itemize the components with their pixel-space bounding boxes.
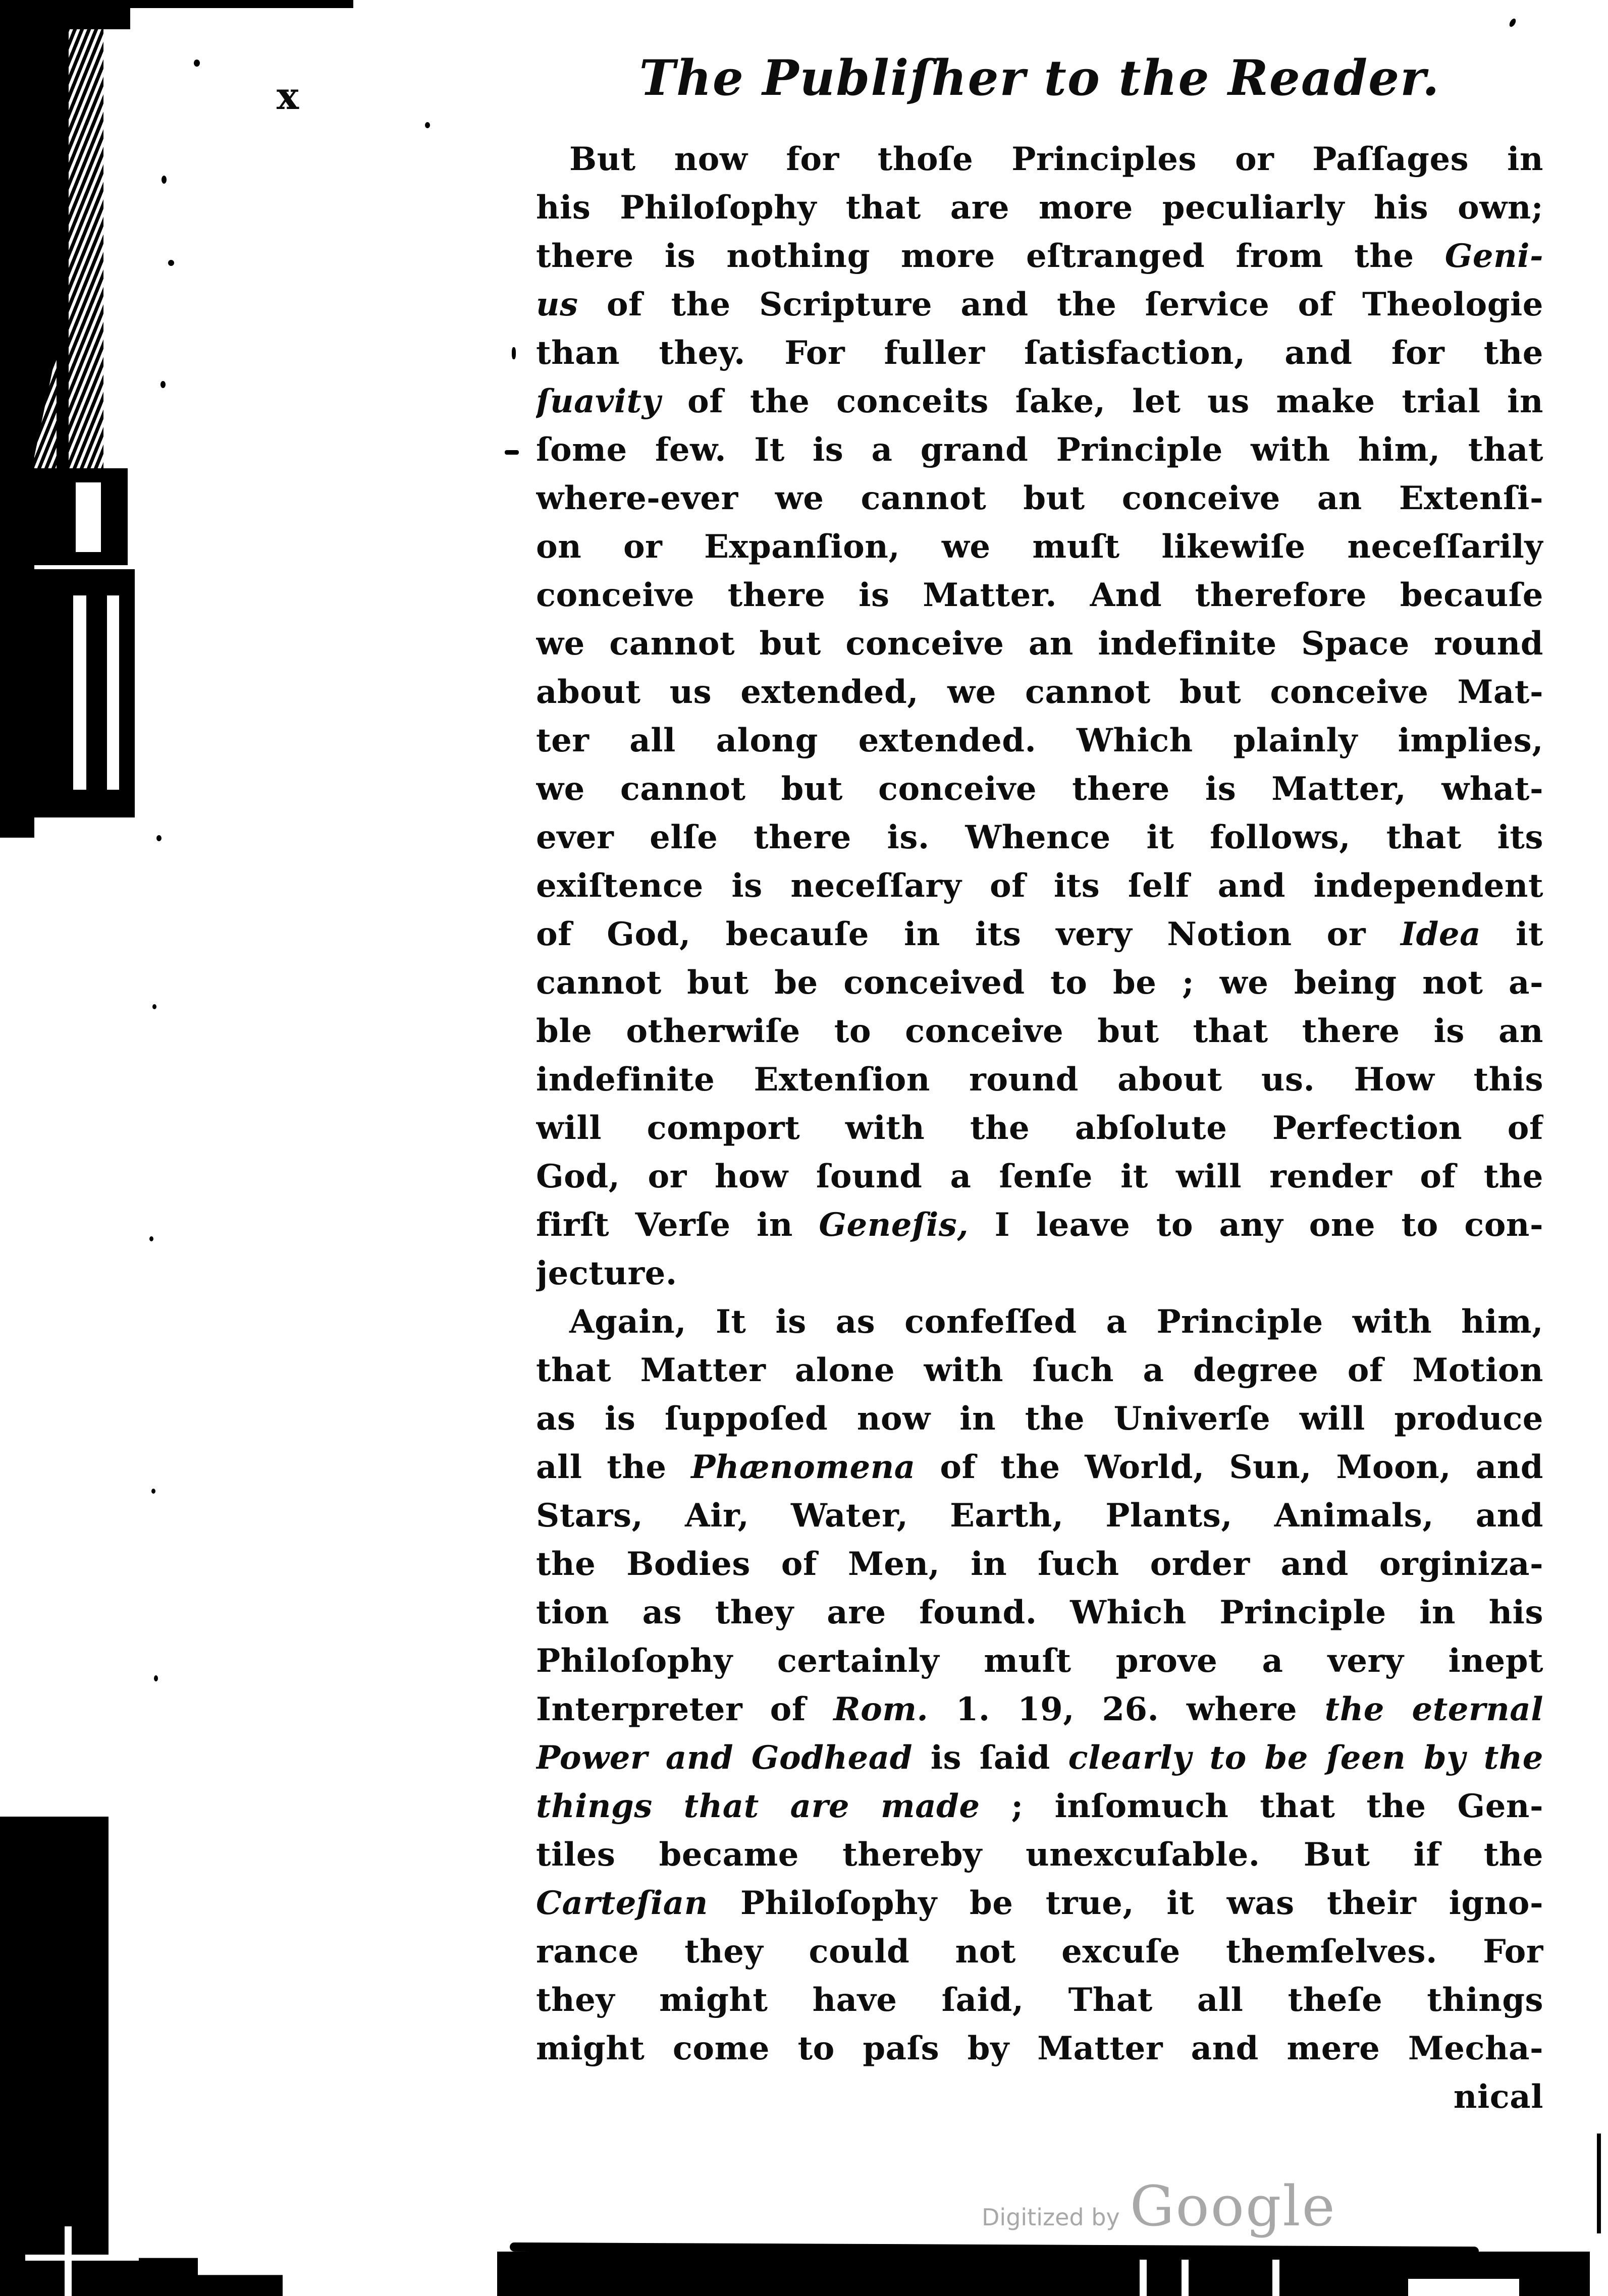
text-segment: Interpreter of <box>536 1690 834 1728</box>
italic-text-segment: ſuavity <box>536 382 661 420</box>
text-line <box>536 426 1543 474</box>
scan-artifact-speck9 <box>151 1489 155 1494</box>
text-line <box>536 1637 1543 1685</box>
text-line <box>536 1346 1543 1395</box>
scan-artifact-speck12 <box>1508 18 1517 28</box>
text-line <box>536 910 1543 959</box>
text-line <box>536 765 1543 813</box>
text-line <box>536 1249 1543 1298</box>
text-segment: ſome few. It is a grand Principle with him, that <box>536 431 1543 469</box>
text-line <box>536 668 1543 717</box>
text-segment: But now for thoſe Principles or Paſſages in <box>569 140 1543 178</box>
text-line <box>536 2073 1543 2121</box>
text-line <box>536 1056 1543 1104</box>
scan-artifact-speck3 <box>168 260 174 266</box>
italic-text-segment: Geni- <box>1444 237 1543 275</box>
text-segment: they might have ſaid, That all theſe things <box>536 1981 1543 2019</box>
text-line <box>536 1443 1543 1492</box>
scan-artifact-blob-cross-v <box>65 2226 72 2296</box>
text-line <box>536 717 1543 765</box>
text-segment: firſt Verſe in <box>536 1206 819 1244</box>
text-segment: than they. For fuller ſatisfaction, and for the <box>536 334 1543 372</box>
text-segment: rance they could not excuſe themſelves. For <box>536 1933 1543 1971</box>
scan-artifact-speck5 <box>512 347 516 359</box>
text-segment: of the World, Sun, Moon, and <box>915 1448 1543 1486</box>
text-segment: his Philoſophy that are more peculiarly his own; <box>536 189 1543 227</box>
text-segment: ; inſomuch that the Gen- <box>980 1787 1543 1825</box>
text-line <box>536 1685 1543 1734</box>
italic-text-segment: Phænomena <box>691 1448 916 1486</box>
text-segment: conceive there is Matter. And therefore becauſe <box>536 576 1543 614</box>
page-title: The Publiſher to the Reader. <box>639 49 1440 106</box>
text-line <box>536 1782 1543 1831</box>
text-segment: as is ſuppoſed now in the Univerſe will produce <box>536 1400 1543 1438</box>
text-line <box>536 1298 1543 1346</box>
text-segment: cannot but be conceived to be ; we being not a- <box>536 964 1543 1002</box>
page-number: x <box>277 75 299 118</box>
text-segment: of the Scripture and the ſervice of Theologie <box>578 286 1543 323</box>
text-line <box>536 1734 1543 1782</box>
text-line <box>536 377 1543 426</box>
italic-text-segment: things that are made <box>536 1787 980 1825</box>
text-line <box>536 1589 1543 1637</box>
text-segment: that Matter alone with ſuch a degree of Motion <box>536 1351 1543 1389</box>
text-line <box>536 1540 1543 1589</box>
body-text <box>536 135 1543 2121</box>
scan-artifact-band-notch <box>1408 2279 1519 2296</box>
text-segment: there is nothing more eſtranged from the <box>536 237 1445 275</box>
text-segment: Stars, Air, Water, Earth, Plants, Animals, and <box>536 1497 1543 1535</box>
text-line <box>536 474 1543 523</box>
text-line <box>536 1201 1543 1249</box>
italic-text-segment: Idea <box>1401 915 1481 953</box>
italic-text-segment: Carteſian <box>536 1884 708 1922</box>
text-line <box>536 1153 1543 1201</box>
text-line <box>536 571 1543 620</box>
text-segment: I leave to any one to con- <box>969 1206 1543 1244</box>
text-segment: tion as they are found. Which Principle in his <box>536 1594 1543 1631</box>
text-segment: nical <box>1453 2078 1543 2116</box>
scan-artifact-clasp-lower-slot2 <box>107 595 119 790</box>
text-segment: on or Expanſion, we muſt likewiſe neceſſarily <box>536 528 1543 566</box>
text-segment: tiles became thereby unexcuſable. But if the <box>536 1836 1543 1874</box>
scan-artifact-speck7 <box>152 1004 156 1009</box>
text-line <box>536 1395 1543 1443</box>
text-segment: we cannot but conceive an indefinite Space round <box>536 625 1543 663</box>
text-segment: of the conceits ſake, let us make trial in <box>661 382 1543 420</box>
text-segment: Again, It is as confeſſed a Principle with him, <box>569 1303 1543 1341</box>
text-line <box>536 1976 1543 2025</box>
text-segment: exiſtence is neceſſary of its ſelf and independent <box>536 867 1543 905</box>
italic-text-segment: us <box>536 286 578 323</box>
text-line <box>536 232 1543 281</box>
scan-artifact-band-slit2 <box>1182 2260 1189 2296</box>
text-segment: about us extended, we cannot but conceive Mat- <box>536 673 1543 711</box>
scan-artifact-speck10 <box>154 1675 158 1681</box>
text-line <box>536 2025 1543 2073</box>
italic-text-segment: clearly to be ſeen by the <box>1068 1739 1543 1777</box>
scan-artifact-left-lower-band <box>0 1817 109 2296</box>
text-line <box>536 281 1543 329</box>
text-segment: God, or how ſound a ſenſe it will render of the <box>536 1158 1543 1195</box>
text-segment: will comport with the abſolute Perfection of <box>536 1109 1543 1147</box>
scan-artifact-left-lower-blob <box>0 2230 283 2296</box>
scan-artifact-margin-dash <box>505 450 519 455</box>
text-line <box>536 1104 1543 1153</box>
text-line <box>536 1007 1543 1056</box>
scan-artifact-speck4 <box>160 381 166 388</box>
scan-artifact-right-line <box>1597 2134 1601 2233</box>
text-line <box>536 184 1543 232</box>
text-line <box>536 329 1543 377</box>
text-segment: of God, becauſe in its very Notion or <box>536 915 1401 953</box>
text-segment: all the <box>536 1448 691 1486</box>
scan-artifact-left-bar <box>57 0 69 532</box>
scan-artifact-band-slit1 <box>1140 2260 1147 2296</box>
text-segment: Philoſophy be true, it was their igno- <box>708 1884 1543 1922</box>
italic-text-segment: the eternal <box>1324 1690 1543 1728</box>
text-line <box>536 620 1543 668</box>
text-segment: ble otherwiſe to conceive but that there is an <box>536 1012 1543 1050</box>
scan-artifact-speck2 <box>162 176 167 184</box>
text-segment: where-ever we cannot but conceive an Extenſi- <box>536 479 1543 517</box>
scan-artifact-blob-cross-h <box>25 2255 139 2261</box>
scan-artifact-speck11 <box>425 122 430 128</box>
text-line <box>536 1492 1543 1540</box>
text-segment: is ſaid <box>912 1739 1068 1777</box>
text-segment: ever elſe there is. Whence it follows, that its <box>536 818 1543 856</box>
text-segment: the Bodies of Men, in ſuch order and orginiza- <box>536 1545 1543 1583</box>
google-logo: Google <box>1130 2174 1336 2238</box>
text-line <box>536 1831 1543 1879</box>
text-line <box>536 862 1543 910</box>
scan-artifact-clasp-lower-slot1 <box>73 595 86 790</box>
scan-artifact-speck6 <box>156 835 162 841</box>
text-line <box>536 135 1543 184</box>
text-segment: Philoſophy certainly muſt prove a very inept <box>536 1642 1543 1680</box>
text-line <box>536 1879 1543 1928</box>
text-line <box>536 1928 1543 1976</box>
text-segment: might come to paſs by Matter and mere Mecha- <box>536 2030 1543 2067</box>
scan-artifact-speck1 <box>194 60 200 67</box>
text-segment: jecture. <box>536 1254 677 1292</box>
text-line <box>536 813 1543 862</box>
google-watermark <box>982 2174 1336 2238</box>
italic-text-segment: Rom. <box>833 1690 929 1728</box>
italic-text-segment: Geneſis, <box>819 1206 969 1244</box>
text-segment: 1. 19, 26. where <box>928 1690 1325 1728</box>
scan-artifact-clasp-upper-slot <box>76 482 101 552</box>
scan-artifact-speck8 <box>149 1236 153 1241</box>
text-segment: we cannot but conceive there is Matter, what- <box>536 770 1543 808</box>
text-segment: it <box>1481 915 1543 953</box>
watermark-prefix-label: Digitized by <box>982 2204 1120 2231</box>
text-segment: ter all along extended. Which plainly implies, <box>536 722 1543 759</box>
scan-artifact-band-slit3 <box>1272 2260 1279 2296</box>
text-segment: indefinite Extenſion round about us. How this <box>536 1061 1543 1099</box>
text-line <box>536 523 1543 571</box>
italic-text-segment: Power and Godhead <box>536 1739 913 1777</box>
text-line <box>536 959 1543 1007</box>
